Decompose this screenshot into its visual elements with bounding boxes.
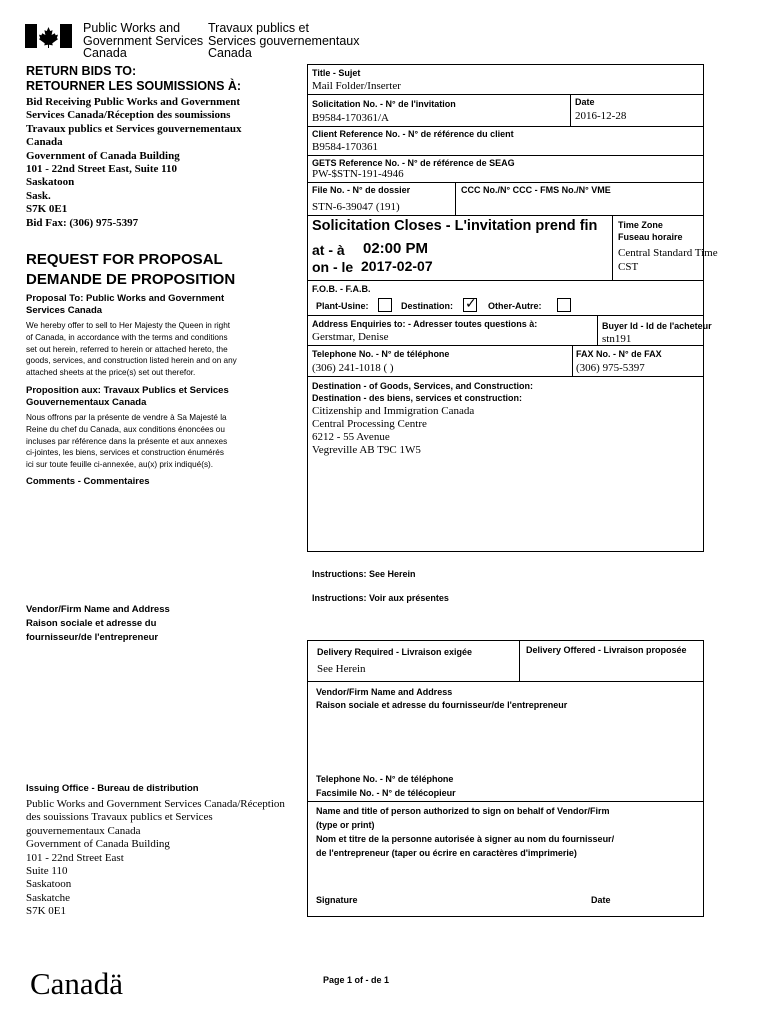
return-bids-title-fr: RETOURNER LES SOUMISSIONS À: bbox=[26, 79, 242, 93]
return-bids-line: Services Canada/Réception des soumissions bbox=[26, 109, 231, 122]
destination-checkbox[interactable] bbox=[463, 298, 477, 312]
rfp-title-fr: DEMANDE DE PROPOSITION bbox=[26, 271, 236, 288]
authorized-person-label: Name and title of person authorized to sign on behalf of Vendor/Firm (type or print) Nom et titre de la personne autorisée à signer au nom du fournisseur/ de l'entrepreneur (taper ou écrire en caractères d'imprimerie) bbox=[316, 806, 615, 858]
gets-reference-label: GETS Reference No. - N° de référence de SEAG bbox=[312, 158, 515, 168]
date-value: 2016-12-28 bbox=[575, 110, 627, 122]
closing-on-label: on - le bbox=[312, 259, 354, 275]
destination-goods-label: Destination - of Goods, Services, and Construction: Destination - des biens, services et construction: bbox=[312, 381, 534, 403]
issuing-office-line: Suite 110 bbox=[26, 865, 68, 878]
vendor-firm-label: Vendor/Firm Name and Address Raison sociale et adresse du fournisseur/de l'entrepreneur bbox=[316, 687, 568, 710]
other-autre-label: Other-Autre: bbox=[488, 301, 542, 311]
fob-label: F.O.B. - F.A.B. bbox=[312, 284, 371, 294]
time-zone-value: Central Standard Time CST bbox=[618, 247, 718, 273]
proposal-to-heading: Proposal To: Public Works and Government Services Canada bbox=[26, 293, 225, 316]
proposition-heading: Proposition aux: Travaux Publics et Services Gouvernementaux Canada bbox=[26, 385, 229, 408]
issuing-office-line: Government of Canada Building bbox=[26, 838, 170, 851]
issuing-office-line: 101 - 22nd Street East bbox=[26, 851, 124, 864]
destination-label: Destination: bbox=[401, 301, 454, 311]
title-value: Mail Folder/Inserter bbox=[312, 80, 401, 92]
return-bids-line: Saskatoon bbox=[26, 176, 75, 189]
ccc-no-label: CCC No./N° CCC - FMS No./N° VME bbox=[461, 185, 611, 195]
date-label: Date bbox=[575, 97, 595, 107]
issuing-office-line: des souissions Travaux publics et Services bbox=[26, 811, 213, 824]
issuing-office-label: Issuing Office - Bureau de distribution bbox=[26, 783, 199, 794]
address-enquiries-value: Gerstmar, Denise bbox=[312, 331, 389, 343]
department-name-en: Public Works and Government Services Canada bbox=[83, 21, 204, 60]
return-bids-line: Government of Canada Building bbox=[26, 149, 180, 162]
return-bids-address bbox=[26, 96, 242, 230]
solicitation-no-value: B9584-170361/A bbox=[312, 112, 389, 124]
department-name-fr: Travaux publics et Services gouvernementaux Canada bbox=[208, 21, 360, 60]
closing-time-value: 02:00 PM bbox=[363, 240, 429, 257]
client-reference-label: Client Reference No. - N° de référence du client bbox=[312, 129, 514, 139]
return-bids-line: Sask. bbox=[26, 189, 51, 202]
time-zone-label: Time Zone Fuseau horaire bbox=[618, 220, 683, 242]
issuing-office-address bbox=[26, 798, 285, 919]
plant-usine-label: Plant-Usine: bbox=[316, 301, 369, 311]
issuing-office-line: Public Works and Government Services Canada/Réception bbox=[26, 798, 285, 810]
issuing-office-line: gouvernementaux Canada bbox=[26, 824, 141, 837]
closing-at-label: at - à bbox=[312, 242, 345, 258]
solicitation-no-label: Solicitation No. - N° de l'invitation bbox=[312, 99, 456, 109]
delivery-required-label: Delivery Required - Livraison exigée bbox=[317, 647, 473, 657]
solicitation-closes-title: Solicitation Closes - L'invitation prend fin bbox=[312, 218, 598, 234]
instructions-en: Instructions: See Herein bbox=[312, 569, 416, 579]
fax-value: (306) 975-5397 bbox=[576, 362, 645, 374]
file-no-label: File No. - N° de dossier bbox=[312, 185, 411, 195]
telephone-value: (306) 241-1018 ( ) bbox=[312, 362, 394, 374]
rfp-title-en: REQUEST FOR PROPOSAL bbox=[26, 251, 223, 268]
instructions-fr: Instructions: Voir aux présentes bbox=[312, 593, 449, 603]
delivery-offered-label: Delivery Offered - Livraison proposée bbox=[526, 645, 687, 655]
address-enquiries-label: Address Enquiries to: - Adresser toutes questions à: bbox=[312, 319, 538, 329]
buyer-id-label: Buyer Id - Id de l'acheteur bbox=[602, 321, 712, 331]
closing-date-value: 2017-02-07 bbox=[361, 258, 433, 274]
destination-goods-value: Citizenship and Immigration Canada Central Processing Centre 6212 - 55 Avenue Vegreville AB T9C 1W5 bbox=[312, 405, 475, 456]
telephone-label: Telephone No. - N° de téléphone bbox=[312, 349, 450, 359]
gets-reference-value: PW-$STN-191-4946 bbox=[312, 168, 404, 180]
return-bids-line: Travaux publics et Services gouvernementaux bbox=[26, 122, 242, 135]
plant-usine-checkbox[interactable] bbox=[378, 298, 392, 312]
vendor-firm-label-left: Vendor/Firm Name and Address Raison sociale et adresse du fournisseur/de l'entrepreneur bbox=[26, 604, 170, 643]
signature-label: Signature bbox=[316, 895, 358, 905]
return-bids-line: Canada bbox=[26, 136, 63, 149]
delivery-required-value: See Herein bbox=[317, 663, 366, 675]
comments-label: Comments - Commentaires bbox=[26, 476, 150, 487]
return-bids-title-en: RETURN BIDS TO: bbox=[26, 64, 137, 78]
issuing-office-line: Saskatche bbox=[26, 891, 70, 904]
issuing-office-line: Saskatoon bbox=[26, 878, 72, 891]
buyer-id-value: stn191 bbox=[602, 333, 632, 345]
return-bids-line: Bid Receiving Public Works and Government bbox=[26, 96, 241, 108]
canada-flag-logo bbox=[25, 24, 72, 48]
canada-wordmark: Canadä bbox=[30, 966, 123, 1001]
return-bids-line: 101 - 22nd Street East, Suite 110 bbox=[26, 163, 178, 176]
issuing-office-line: S7K 0E1 bbox=[26, 905, 67, 918]
bid-fax-line: Bid Fax: (306) 975-5397 bbox=[26, 216, 139, 229]
proposition-body: Nous offrons par la présente de vendre à Sa Majesté la Reine du chef du Canada, aux conditions énoncées ou incluses par référence dans la présente et aux annexes ci-jointes, les biens, services et construction énumérés ici sur toute feuille ci-annexée, au(x) prix indiqué(s). bbox=[26, 413, 228, 470]
signature-date-label: Date bbox=[591, 895, 611, 905]
checkmark-icon: ✓ bbox=[465, 296, 477, 312]
file-no-value: STN-6-39047 (191) bbox=[312, 201, 400, 213]
proposal-to-body: We hereby offer to sell to Her Majesty the Queen in right of Canada, in accordance with the terms and conditions set out herein, referred to herein or attached hereto, the goods, services, and construction listed herein and on any attached sheets at the price(s) set out therefor. bbox=[26, 321, 237, 378]
client-reference-value: B9584-170361 bbox=[312, 141, 378, 153]
page-number: Page 1 of - de 1 bbox=[323, 975, 390, 985]
telephone-facsimile-label: Telephone No. - N° de téléphone Facsimile No. - N° de télécopieur bbox=[316, 774, 456, 798]
other-autre-checkbox[interactable] bbox=[557, 298, 571, 312]
return-bids-line: S7K 0E1 bbox=[26, 203, 68, 216]
title-label: Title - Sujet bbox=[312, 68, 361, 78]
fax-label: FAX No. - N° de FAX bbox=[576, 349, 662, 359]
